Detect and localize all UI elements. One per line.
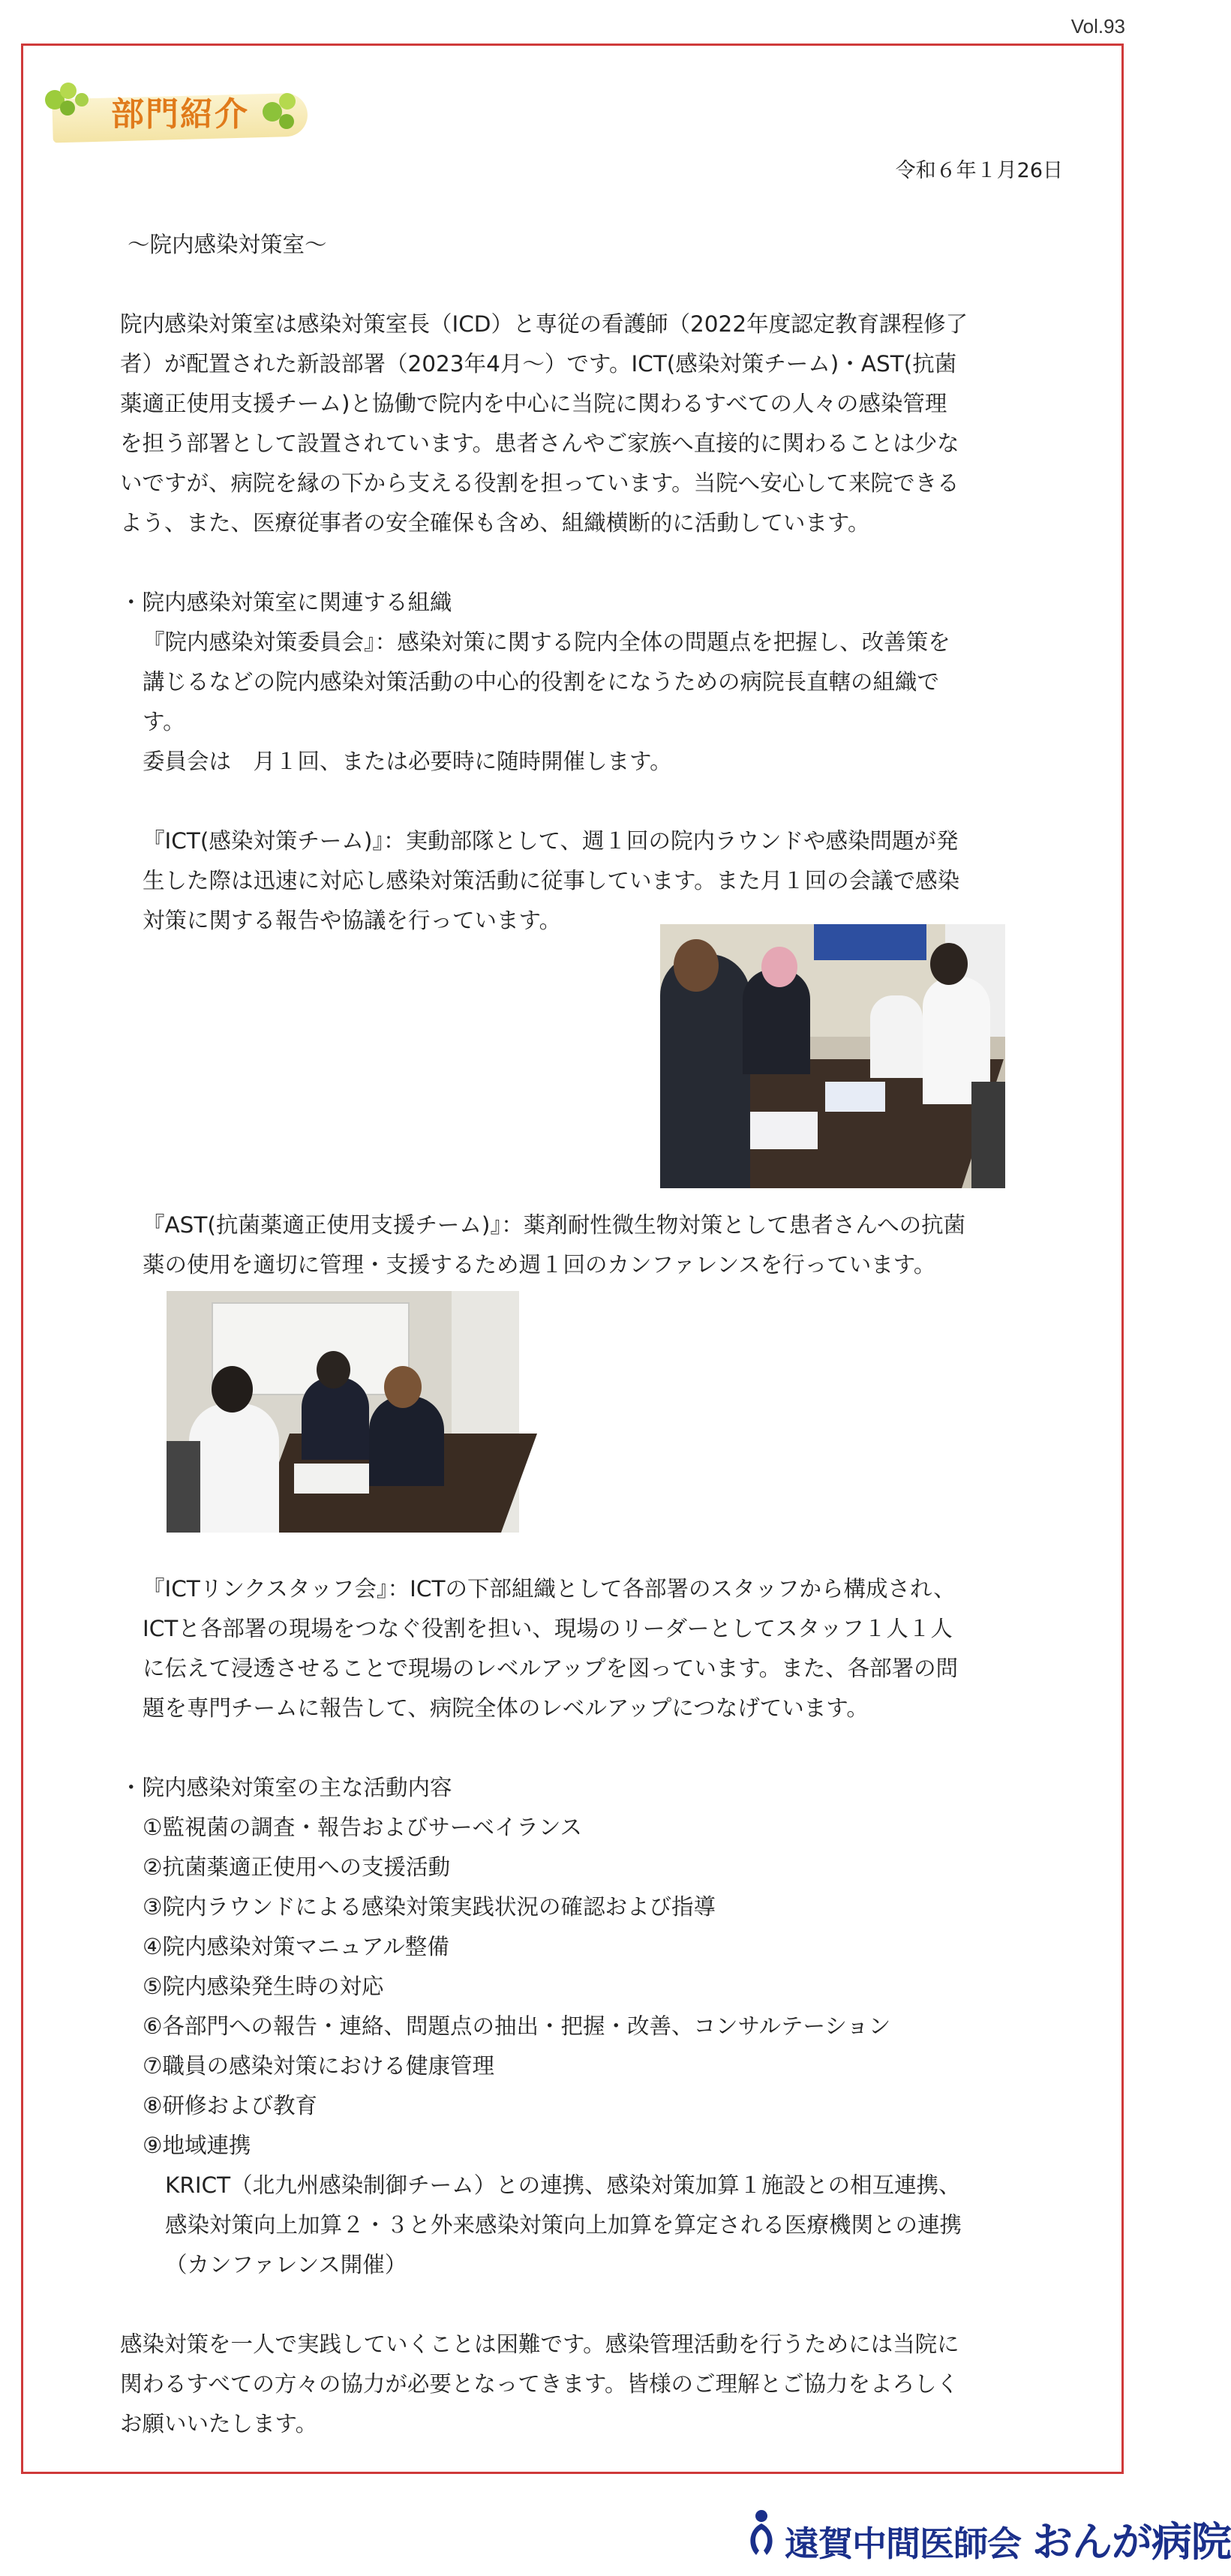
logo-prefix: 遠賀中間医師会 <box>785 2523 1021 2564</box>
intro-line: いですが、病院を縁の下から支える役割を担っています。当院へ安心して来院できる <box>120 470 959 496</box>
closing-line: 関わるすべての方々の協力が必要となってきます。皆様のご理解とご協力をよろしく <box>120 2371 959 2397</box>
photo-papers <box>825 1082 885 1112</box>
hospital-logo-text <box>785 2510 1231 2568</box>
committee-line: す。 <box>143 709 185 734</box>
photo-person-head <box>384 1366 422 1408</box>
ict-paragraph <box>120 821 1028 941</box>
photo-papers <box>294 1464 369 1494</box>
committee-line: 『院内感染対策委員会』：感染対策に関する院内全体の問題点を把握し、改善策を <box>143 629 950 655</box>
volume-number: Vol.93 <box>1070 15 1125 38</box>
ast-conference-photo <box>167 1291 519 1533</box>
link-staff-paragraph <box>120 1569 1028 1728</box>
hospital-logo <box>743 2505 1231 2565</box>
activity-item: ⑨地域連携 <box>143 2133 251 2158</box>
activity-item: ⑧研修および教育 <box>143 2093 317 2118</box>
org-heading: ・院内感染対策室に関連する組織 <box>120 590 452 615</box>
intro-line: 薬適正使用支援チーム)と協働で院内を中心に当院に関わるすべての人々の感染管理 <box>120 391 947 416</box>
committee-paragraph <box>120 623 1028 782</box>
regional-collaboration <box>120 2166 1028 2285</box>
ict-meeting-photo <box>660 924 1005 1188</box>
clover-decoration-icon <box>279 114 294 129</box>
photo-chair <box>167 1441 200 1533</box>
intro-line: を担う部署として設置されています。患者さんやご家族へ直接的に関わることは少な <box>120 431 959 456</box>
clover-decoration-icon <box>60 101 75 116</box>
clover-decoration-icon <box>60 83 77 99</box>
ast-line: 『AST(抗菌薬適正使用支援チーム)』：薬剤耐性微生物対策として患者さんへの抗菌 <box>143 1212 966 1238</box>
activity-item: ③院内ラウンドによる感染対策実践状況の確認および指導 <box>143 1894 716 1920</box>
intro-line: よう、また、医療従事者の安全確保も含め、組織横断的に活動しています。 <box>120 510 870 536</box>
hospital-logo-icon <box>743 2508 780 2561</box>
photo-person-head <box>674 939 719 992</box>
regional-line: 感染対策向上加算２・３と外来感染対策向上加算を算定される医療機関との連携 <box>165 2212 962 2238</box>
section-banner <box>38 75 315 150</box>
ast-paragraph <box>120 1205 1028 1285</box>
closing-line: 感染対策を一人で実践していくことは困難です。感染管理活動を行うためには当院に <box>120 2331 959 2357</box>
ict-line: 対策に関する報告や協議を行っています。 <box>143 908 562 933</box>
photo-person-head <box>930 943 968 985</box>
photo-person-head <box>761 947 797 987</box>
photo-person <box>369 1396 444 1486</box>
closing-line: お願いいたします。 <box>120 2411 318 2436</box>
photo-chair <box>971 1082 1005 1188</box>
clover-decoration-icon <box>75 93 89 107</box>
regional-line: （カンファレンス開催） <box>165 2252 407 2277</box>
photo-person <box>870 995 923 1078</box>
regional-line: KRICT（北九州感染制御チーム）との連携、感染対策加算１施設との相互連携、 <box>165 2172 961 2198</box>
activity-item: ⑦職員の感染対策における健康管理 <box>143 2053 494 2079</box>
activity-item: ⑤院内感染発生時の対応 <box>143 1974 384 1999</box>
activities-heading: ・院内感染対策室の主な活動内容 <box>120 1775 452 1800</box>
activity-item: ④院内感染対策マニュアル整備 <box>143 1934 449 1959</box>
photo-person <box>302 1377 369 1460</box>
logo-hospital-name: おんが病院 <box>1032 2518 1231 2565</box>
issue-date: 令和６年１月26日 <box>895 159 1063 182</box>
link-line: に伝えて浸透させることで現場のレベルアップを図っています。また、各部署の問 <box>143 1656 959 1681</box>
ict-line: 『ICT(感染対策チーム)』：実動部隊として、週１回の院内ラウンドや感染問題が発 <box>143 828 959 854</box>
intro-line: 院内感染対策室は感染対策室長（ICD）と専従の看護師（2022年度認定教育課程修了 <box>120 311 968 337</box>
ict-line: 生した際は迅速に対応し感染対策活動に従事しています。また月１回の会議で感染 <box>143 868 960 893</box>
activities-list <box>120 1808 1028 2166</box>
activity-item: ⑥各部門への報告・連絡、問題点の抽出・把握・改善、コンサルテーション <box>143 2013 891 2039</box>
photo-person-head <box>212 1366 253 1413</box>
link-line: ICTと各部署の現場をつなぐ役割を担い、現場のリーダーとしてスタッフ１人１人 <box>143 1616 953 1641</box>
link-line: 題を専門チームに報告して、病院全体のレベルアップにつなげています。 <box>143 1695 869 1721</box>
intro-paragraph <box>120 305 1028 543</box>
article-title: ～院内感染対策室～ <box>128 232 327 257</box>
section-title: 部門紹介 <box>111 95 249 134</box>
photo-person <box>189 1404 279 1533</box>
committee-line: 講じるなどの院内感染対策活動の中心的役割をになうための病院長直轄の組織で <box>143 669 940 695</box>
clover-decoration-icon <box>279 93 296 110</box>
photo-person-head <box>317 1351 350 1389</box>
activity-item: ①監視菌の調査・報告およびサーベイランス <box>143 1815 583 1840</box>
closing-paragraph <box>120 2325 1028 2444</box>
activity-item: ②抗菌薬適正使用への支援活動 <box>143 1854 450 1880</box>
committee-line: 委員会は 月１回、または必要時に随時開催します。 <box>143 749 672 774</box>
photo-monitor <box>814 924 926 960</box>
link-line: 『ICTリンクスタッフ会』：ICTの下部組織として各部署のスタッフから構成され、 <box>143 1576 956 1602</box>
intro-line: 者）が配置された新設部署（2023年4月～）です。ICT(感染対策チーム)・AST(抗菌 <box>120 351 957 377</box>
ast-line: 薬の使用を適切に管理・支援するため週１回のカンファレンスを行っています。 <box>143 1252 936 1277</box>
